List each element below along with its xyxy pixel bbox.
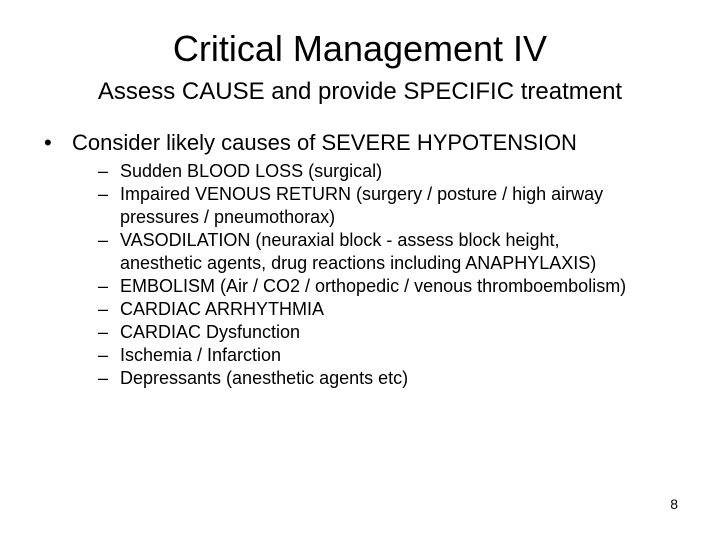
page-number: 8 (670, 496, 678, 512)
slide-title: Critical Management IV (172, 28, 548, 69)
cause-item-ischemia (98, 344, 698, 367)
cause-item-cardiac-dysfunction (98, 321, 698, 344)
cause-text: CARDIAC Dysfunction (120, 322, 301, 342)
cause-item-embolism (98, 275, 698, 298)
bullet-marker: • (44, 130, 52, 155)
cause-item-blood-loss (98, 160, 698, 183)
dash-marker: – (98, 230, 109, 250)
cause-list (98, 160, 698, 390)
cause-text-continued: pressures / pneumothorax) (120, 207, 336, 227)
dash-marker: – (98, 299, 109, 319)
dash-marker: – (98, 161, 109, 181)
cause-item-venous-return (98, 183, 698, 229)
dash-marker: – (98, 345, 109, 365)
cause-text: Depressants (anesthetic agents etc) (120, 368, 409, 388)
cause-text: Ischemia / Infarction (120, 345, 282, 365)
cause-text: Impaired VENOUS RETURN (surgery / posture / high airway (120, 184, 604, 204)
cause-text: Sudden BLOOD LOSS (surgical) (120, 161, 383, 181)
cause-text-continued: anesthetic agents, drug reactions including ANAPHYLAXIS) (120, 253, 597, 273)
cause-item-vasodilation (98, 229, 698, 275)
cause-item-depressants (98, 367, 698, 390)
dash-marker: – (98, 322, 109, 342)
dash-marker: – (98, 276, 109, 296)
cause-text: VASODILATION (neuraxial block - assess block height, (120, 230, 560, 250)
dash-marker: – (98, 184, 109, 204)
cause-item-arrhythmia (98, 298, 698, 321)
dash-marker: – (98, 368, 109, 388)
slide-subtitle: Assess CAUSE and provide SPECIFIC treatment (97, 78, 623, 105)
cause-text: CARDIAC ARRHYTHMIA (120, 299, 325, 319)
cause-text: EMBOLISM (Air / CO2 / orthopedic / venous thromboembolism) (120, 276, 627, 296)
main-bullet-text: Consider likely causes of SEVERE HYPOTENSION (72, 130, 577, 155)
